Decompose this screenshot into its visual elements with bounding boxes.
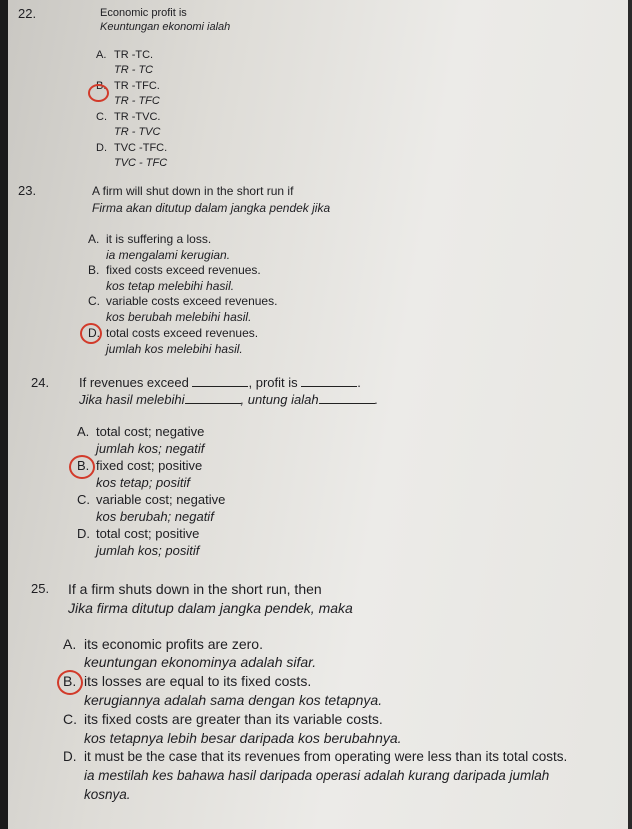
question-text-part: .	[374, 392, 379, 407]
option-letter: B.	[96, 80, 107, 92]
option-letter: A.	[96, 49, 107, 61]
option-text: it must be the case that its revenues from operating were less than its total costs.	[84, 749, 568, 764]
option-letter: D.	[77, 526, 90, 541]
option-text: TR -TFC.	[114, 80, 160, 92]
option-translation: TVC - TFC	[114, 157, 168, 169]
question-number: 25.	[31, 581, 50, 596]
option-letter: D.	[63, 749, 77, 764]
question-text	[79, 375, 361, 390]
option-translation: kerugiannya adalah sama dengan kos tetapnya.	[84, 692, 383, 708]
question-text: A firm will shut down in the short run if	[92, 184, 294, 198]
option-text: variable cost; negative	[96, 492, 226, 507]
question-number: 23.	[18, 183, 37, 198]
question-text-part: Jika hasil melebihi	[79, 392, 185, 407]
option-translation: jumlah kos; negatif	[96, 441, 205, 456]
option-text: its economic profits are zero.	[84, 636, 263, 652]
option-translation-continued: kosnya.	[84, 787, 131, 802]
option-translation: kos tetap; positif	[96, 475, 190, 490]
question-number: 24.	[31, 375, 50, 390]
answer-mark-circle	[69, 455, 95, 479]
option-letter: D.	[96, 142, 107, 154]
option-letter: C.	[88, 294, 100, 308]
option-letter: B.	[77, 458, 90, 473]
option-translation: ia mestilah kes bahawa hasil daripada operasi adalah kurang daripada jumlah	[84, 768, 550, 783]
option-translation: ia mengalami kerugian.	[106, 248, 231, 262]
option-translation: TR - TVC	[114, 126, 161, 138]
option-translation: TR - TC	[114, 64, 154, 76]
answer-mark-circle	[57, 670, 83, 695]
option-translation: kos berubah; negatif	[96, 509, 214, 524]
option-text: total costs exceed revenues.	[106, 326, 259, 340]
option-letter: C.	[77, 492, 90, 507]
photo-left-edge	[0, 0, 8, 829]
photo-right-edge	[628, 0, 632, 829]
option-translation: kos tetap melebihi hasil.	[106, 279, 235, 293]
option-translation: jumlah kos; positif	[96, 543, 200, 558]
option-letter: C.	[63, 711, 77, 727]
option-letter: B.	[63, 673, 77, 689]
answer-blank	[192, 375, 248, 387]
option-text: its fixed costs are greater than its variable costs.	[84, 711, 383, 727]
question-text-translation: Jika firma ditutup dalam jangka pendek, maka	[68, 600, 353, 616]
option-translation: kos berubah melebihi hasil.	[106, 310, 252, 324]
option-translation: TR - TFC	[114, 95, 160, 107]
option-text: it is suffering a loss.	[106, 232, 212, 246]
option-text: variable costs exceed revenues.	[106, 294, 278, 308]
question-number: 22.	[18, 6, 37, 21]
question-text-translation: Firma akan ditutup dalam jangka pendek jika	[92, 201, 331, 215]
question-text-translation: Keuntungan ekonomi ialah	[100, 21, 231, 33]
answer-blank	[301, 375, 357, 387]
option-translation: jumlah kos melebihi hasil.	[106, 342, 243, 356]
answer-mark-circle	[80, 323, 102, 344]
question-text-part: .	[357, 375, 361, 390]
option-translation: kos tetapnya lebih besar daripada kos berubahnya.	[84, 730, 402, 746]
option-text: total cost; positive	[96, 526, 200, 541]
option-text: TR -TVC.	[114, 111, 161, 123]
option-letter: A.	[63, 636, 77, 652]
answer-blank	[319, 392, 375, 404]
answer-mark-circle	[88, 84, 109, 102]
option-translation: keuntungan ekonominya adalah sifar.	[84, 654, 317, 670]
option-letter: A.	[88, 232, 100, 246]
option-text: total cost; negative	[96, 424, 205, 439]
option-letter: B.	[88, 263, 100, 277]
option-letter: C.	[96, 111, 107, 123]
option-text: its losses are equal to its fixed costs.	[84, 673, 312, 689]
option-text: TR -TC.	[114, 49, 154, 61]
question-text-translation	[79, 392, 378, 407]
question-text: Economic profit is	[100, 7, 187, 19]
question-text-part: If revenues exceed	[79, 375, 189, 390]
option-text: fixed costs exceed revenues.	[106, 263, 261, 277]
option-text: fixed cost; positive	[96, 458, 203, 473]
option-letter: A.	[77, 424, 90, 439]
answer-blank	[185, 392, 241, 404]
question-text-part: , profit is	[248, 375, 298, 390]
question-text: If a firm shuts down in the short run, then	[68, 581, 322, 597]
question-text-part: , untung ialah	[240, 392, 319, 407]
option-text: TVC -TFC.	[114, 142, 168, 154]
option-letter: D.	[88, 326, 100, 340]
